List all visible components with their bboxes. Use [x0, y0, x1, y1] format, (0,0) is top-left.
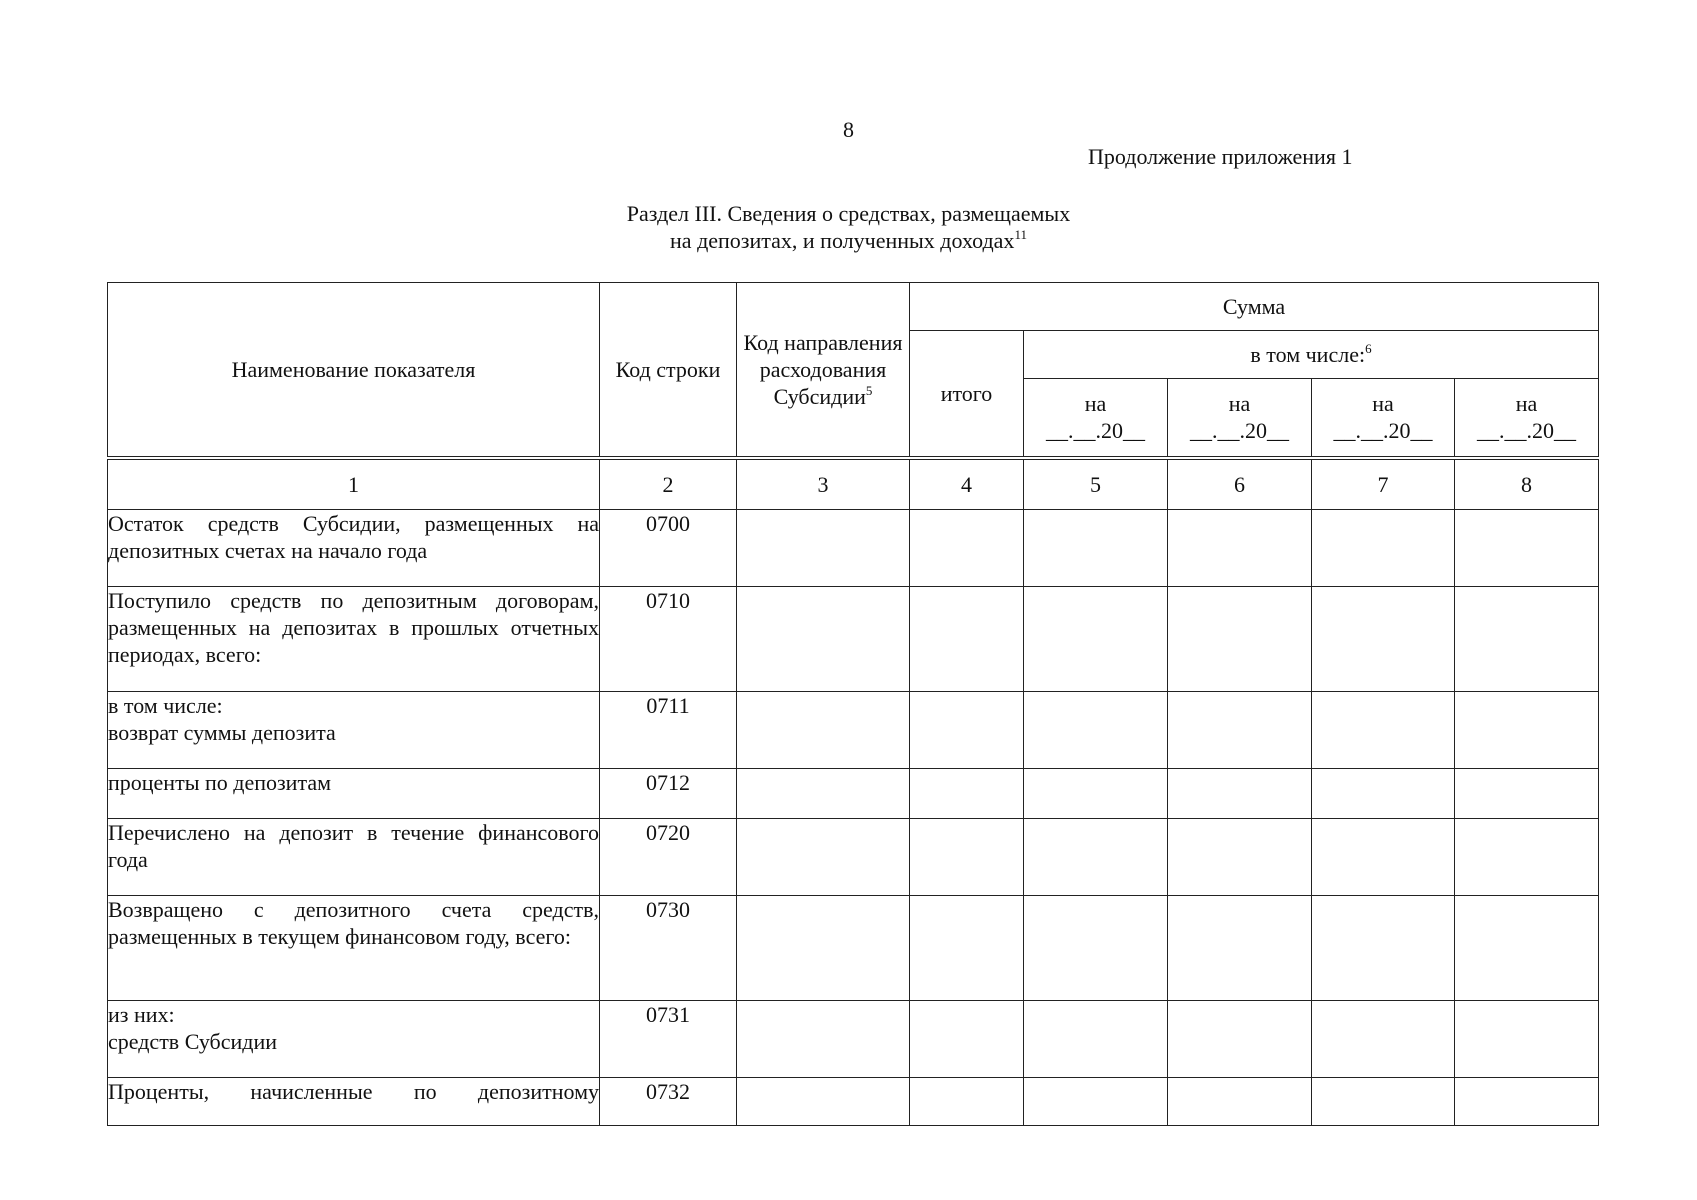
value-cell[interactable]	[910, 691, 1024, 768]
header-sum: Сумма	[910, 283, 1599, 331]
value-cell[interactable]	[1312, 586, 1455, 691]
appendix-continuation-note: Продолжение приложения 1	[1088, 144, 1353, 169]
row-name: Возвращено с депозитного счета средств, размещенных в текущем финансовом году, всего:	[108, 895, 600, 1000]
value-cell[interactable]	[1312, 768, 1455, 818]
date-prefix: на	[1515, 391, 1538, 417]
row-name: в том числе: возврат суммы депозита	[108, 691, 600, 768]
column-number-row	[108, 458, 1599, 510]
date-placeholder: __.__.20__	[1190, 418, 1289, 444]
column-number: 7	[1312, 458, 1455, 510]
row-name: Проценты, начисленные по депозитному	[108, 1077, 600, 1125]
value-cell[interactable]	[1168, 895, 1312, 1000]
date-placeholder: __.__.20__	[1333, 418, 1433, 444]
column-number: 4	[910, 458, 1024, 510]
value-cell[interactable]	[1024, 1000, 1168, 1077]
row-code: 0720	[600, 818, 737, 895]
row-name: проценты по депозитам	[108, 768, 600, 818]
header-including	[1024, 331, 1599, 379]
table-row	[108, 895, 1599, 1000]
value-cell[interactable]	[1312, 1077, 1455, 1125]
value-cell[interactable]	[1168, 768, 1312, 818]
header-date-col-5	[1024, 379, 1168, 458]
value-cell[interactable]	[1312, 895, 1455, 1000]
value-cell[interactable]	[1168, 691, 1312, 768]
column-number: 1	[108, 458, 600, 510]
column-number: 3	[737, 458, 910, 510]
value-cell[interactable]	[1024, 586, 1168, 691]
table-row	[108, 818, 1599, 895]
date-prefix: на	[1372, 391, 1394, 417]
value-cell[interactable]	[737, 509, 910, 586]
section-title-line2	[0, 227, 1697, 254]
page-number: 8	[843, 117, 854, 142]
value-cell[interactable]	[1455, 1077, 1599, 1125]
value-cell[interactable]	[1168, 818, 1312, 895]
row-code: 0710	[600, 586, 737, 691]
table-row	[108, 691, 1599, 768]
date-placeholder: __.__.20__	[1046, 418, 1145, 444]
value-cell[interactable]	[1168, 509, 1312, 586]
table-row	[108, 1000, 1599, 1077]
header-including-text: в том числе:	[1250, 342, 1366, 367]
value-cell[interactable]	[1024, 768, 1168, 818]
footnote-marker: 11	[1014, 227, 1027, 242]
date-placeholder: __.__.20__	[1477, 418, 1576, 444]
table-row	[108, 768, 1599, 818]
value-cell[interactable]	[1168, 1077, 1312, 1125]
value-cell[interactable]	[1312, 818, 1455, 895]
value-cell[interactable]	[1024, 818, 1168, 895]
value-cell[interactable]	[1455, 509, 1599, 586]
value-cell[interactable]	[737, 1000, 910, 1077]
header-date-col-6	[1168, 379, 1312, 458]
value-cell[interactable]	[1168, 586, 1312, 691]
header-direction-code-text: Код направления расходования Субсидии	[743, 329, 903, 409]
value-cell[interactable]	[1312, 691, 1455, 768]
value-cell[interactable]	[737, 691, 910, 768]
value-cell[interactable]	[910, 818, 1024, 895]
value-cell[interactable]	[1312, 509, 1455, 586]
header-row-1	[108, 283, 1599, 331]
value-cell[interactable]	[1168, 1000, 1312, 1077]
value-cell[interactable]	[1312, 1000, 1455, 1077]
value-cell[interactable]	[737, 586, 910, 691]
value-cell[interactable]	[910, 1000, 1024, 1077]
value-cell[interactable]	[1455, 768, 1599, 818]
value-cell[interactable]	[1455, 895, 1599, 1000]
value-cell[interactable]	[1455, 586, 1599, 691]
header-date-col-8	[1455, 379, 1599, 458]
value-cell[interactable]	[737, 1077, 910, 1125]
row-name: Поступило средств по депозитным договорам, размещенных на депозитах в прошлых отчетных периодах, всего:	[108, 586, 600, 691]
header-date-col-7	[1312, 379, 1455, 458]
value-cell[interactable]	[910, 768, 1024, 818]
row-code: 0732	[600, 1077, 737, 1125]
value-cell[interactable]	[1455, 818, 1599, 895]
value-cell[interactable]	[910, 1077, 1024, 1125]
row-code: 0700	[600, 509, 737, 586]
row-code: 0712	[600, 768, 737, 818]
row-code: 0711	[600, 691, 737, 768]
value-cell[interactable]	[910, 509, 1024, 586]
value-cell[interactable]	[910, 895, 1024, 1000]
header-indicator-name: Наименование показателя	[108, 283, 600, 458]
value-cell[interactable]	[910, 586, 1024, 691]
row-name: Перечислено на депозит в течение финансового года	[108, 818, 600, 895]
table-row	[108, 509, 1599, 586]
row-code: 0730	[600, 895, 737, 1000]
column-number: 6	[1168, 458, 1312, 510]
value-cell[interactable]	[737, 895, 910, 1000]
row-code: 0731	[600, 1000, 737, 1077]
deposits-table	[107, 282, 1599, 1126]
value-cell[interactable]	[737, 768, 910, 818]
section-title-line2-text: на депозитах, и полученных доходах	[670, 228, 1015, 253]
column-number: 5	[1024, 458, 1168, 510]
section-title-line1: Раздел III. Сведения о средствах, размещаемых	[626, 201, 1071, 226]
date-prefix: на	[1228, 391, 1251, 417]
table-row	[108, 1077, 1599, 1125]
row-name: из них: средств Субсидии	[108, 1000, 600, 1077]
header-total: итого	[910, 331, 1024, 458]
value-cell[interactable]	[1024, 509, 1168, 586]
column-number: 8	[1455, 458, 1599, 510]
header-direction-code	[737, 283, 910, 458]
column-number: 2	[600, 458, 737, 510]
table-row	[108, 586, 1599, 691]
value-cell[interactable]	[1024, 691, 1168, 768]
value-cell[interactable]	[737, 818, 910, 895]
row-name: Остаток средств Субсидии, размещенных на депозитных счетах на начало года	[108, 509, 600, 586]
section-title	[0, 200, 1697, 254]
header-row-code: Код строки	[600, 283, 737, 458]
value-cell[interactable]	[1024, 895, 1168, 1000]
value-cell[interactable]	[1455, 1000, 1599, 1077]
footnote-marker: 5	[865, 382, 873, 398]
footnote-marker: 6	[1365, 341, 1372, 356]
value-cell[interactable]	[1455, 691, 1599, 768]
value-cell[interactable]	[1024, 1077, 1168, 1125]
date-prefix: на	[1084, 391, 1107, 417]
